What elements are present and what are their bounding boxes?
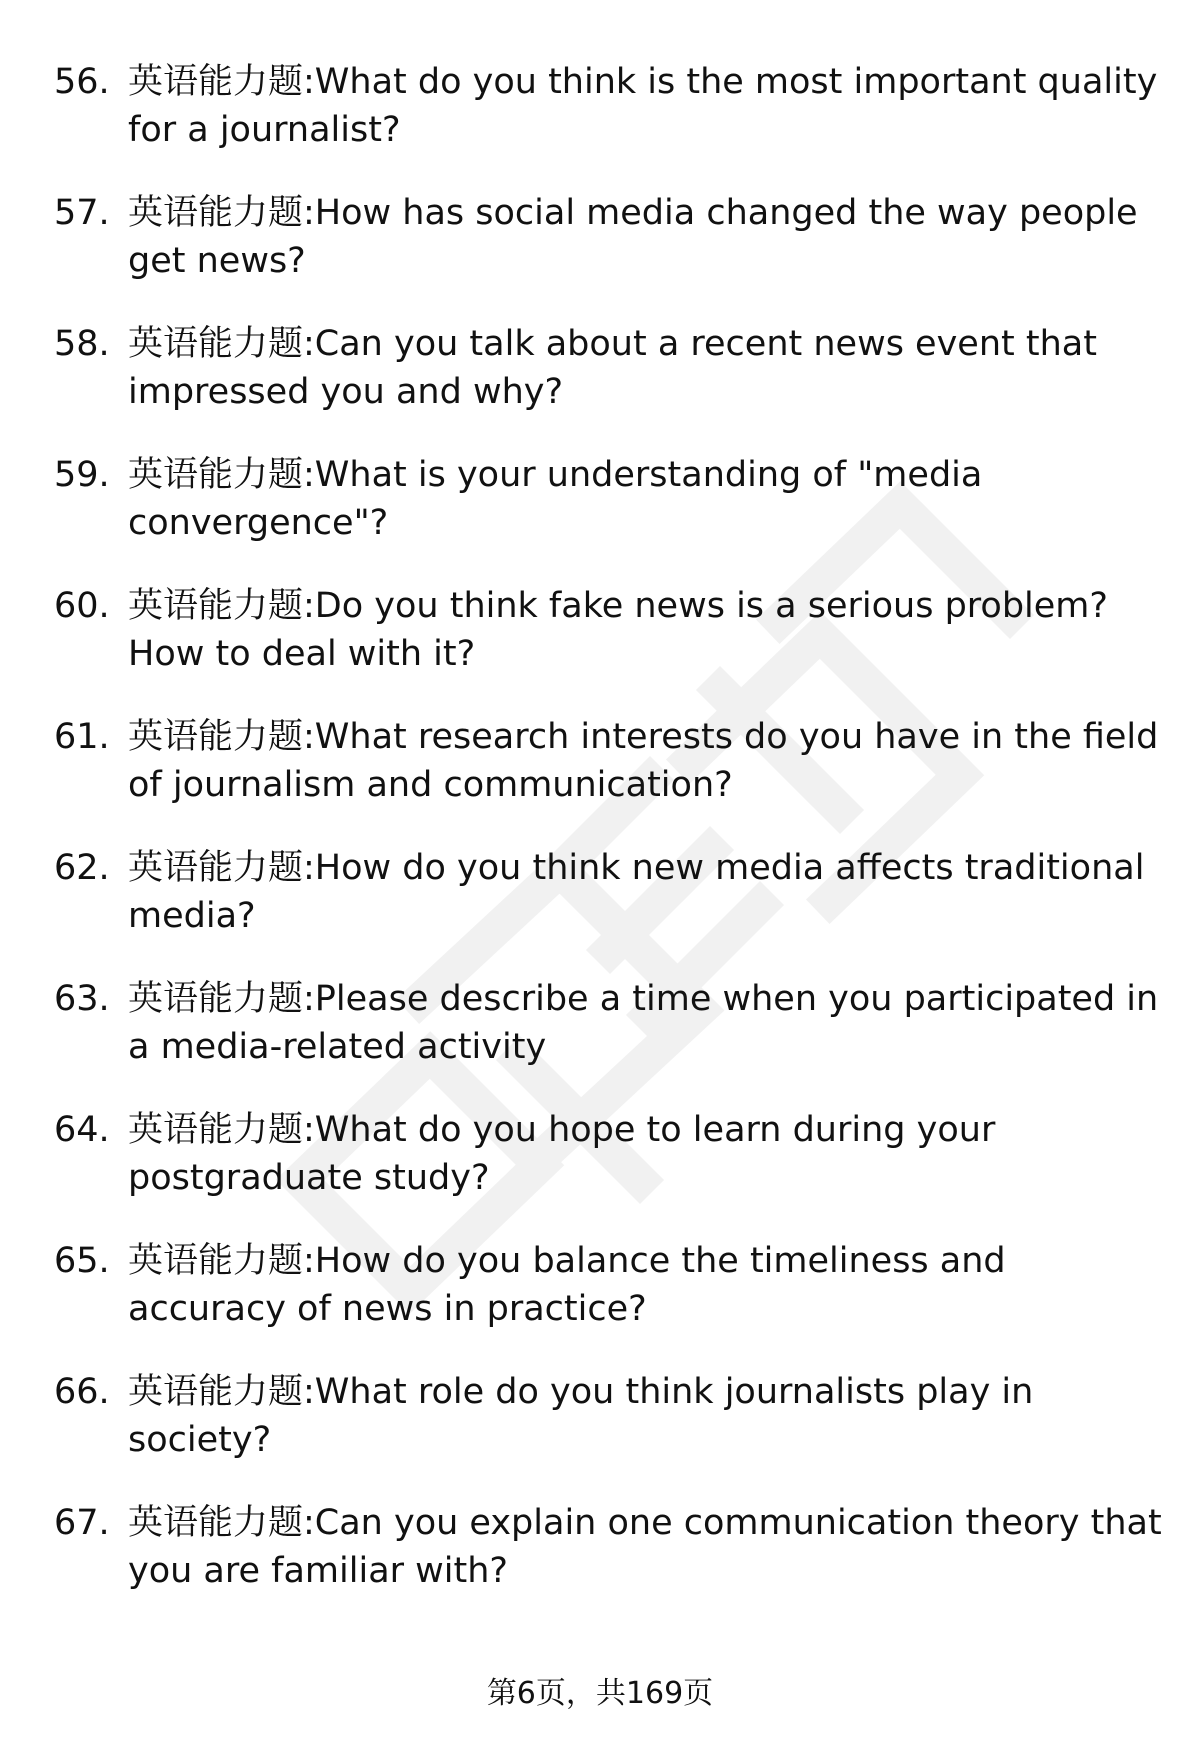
question-number: 65. (54, 1241, 110, 1281)
question-item-59 (54, 451, 1164, 582)
question-prefix: 英语能力题: (128, 455, 315, 495)
question-prefix: 英语能力题: (128, 193, 315, 233)
question-text: Do you think fake news is a serious problem? How to deal with it? (128, 586, 1108, 674)
question-number: 56. (54, 62, 110, 102)
question-body (128, 713, 1164, 809)
question-body (128, 1106, 1164, 1202)
question-item-64 (54, 1106, 1164, 1237)
page-footer: 第6页，共169页 (486, 1676, 714, 1711)
question-text: What do you think is the most important quality for a journalist? (128, 62, 1158, 150)
question-item-60 (54, 582, 1164, 713)
question-prefix: 英语能力题: (128, 717, 315, 757)
question-body (128, 451, 1164, 547)
question-body (128, 189, 1164, 285)
question-prefix: 英语能力题: (128, 1372, 315, 1412)
question-number: 66. (54, 1372, 110, 1412)
question-text: How do you balance the timeliness and accuracy of news in practice? (128, 1241, 1006, 1329)
question-text: What role do you think journalists play in society? (128, 1372, 1034, 1460)
question-text: Can you explain one communication theory that you are familiar with? (128, 1503, 1162, 1591)
question-body (128, 58, 1164, 154)
question-item-65 (54, 1237, 1164, 1368)
question-text: How has social media changed the way people get news? (128, 193, 1138, 281)
question-list (54, 58, 1164, 1630)
question-body (128, 320, 1164, 416)
question-text: Please describe a time when you participated in a media-related activity (128, 979, 1159, 1067)
question-prefix: 英语能力题: (128, 1503, 315, 1543)
question-number: 64. (54, 1110, 110, 1150)
question-prefix: 英语能力题: (128, 1110, 315, 1150)
question-prefix: 英语能力题: (128, 848, 315, 888)
question-prefix: 英语能力题: (128, 324, 315, 364)
question-item-67 (54, 1499, 1164, 1630)
question-item-62 (54, 844, 1164, 975)
question-item-66 (54, 1368, 1164, 1499)
question-item-63 (54, 975, 1164, 1106)
question-text: What is your understanding of "media convergence"? (128, 455, 983, 543)
question-item-58 (54, 320, 1164, 451)
question-body (128, 1237, 1164, 1333)
question-text: What research interests do you have in the field of journalism and communication? (128, 717, 1159, 805)
question-body (128, 844, 1164, 940)
question-number: 58. (54, 324, 110, 364)
question-number: 62. (54, 848, 110, 888)
question-text: How do you think new media affects traditional media? (128, 848, 1145, 936)
question-item-61 (54, 713, 1164, 844)
question-text: What do you hope to learn during your postgraduate study? (128, 1110, 996, 1198)
question-item-56 (54, 58, 1164, 189)
question-body (128, 975, 1164, 1071)
question-number: 59. (54, 455, 110, 495)
question-prefix: 英语能力题: (128, 979, 315, 1019)
question-prefix: 英语能力题: (128, 62, 315, 102)
question-text: Can you talk about a recent news event that impressed you and why? (128, 324, 1097, 412)
question-body (128, 1368, 1164, 1464)
question-number: 57. (54, 193, 110, 233)
question-body (128, 1499, 1164, 1595)
question-number: 67. (54, 1503, 110, 1543)
question-prefix: 英语能力题: (128, 586, 315, 626)
question-prefix: 英语能力题: (128, 1241, 315, 1281)
question-item-57 (54, 189, 1164, 320)
question-number: 61. (54, 717, 110, 757)
question-body (128, 582, 1164, 678)
question-number: 63. (54, 979, 110, 1019)
question-number: 60. (54, 586, 110, 626)
